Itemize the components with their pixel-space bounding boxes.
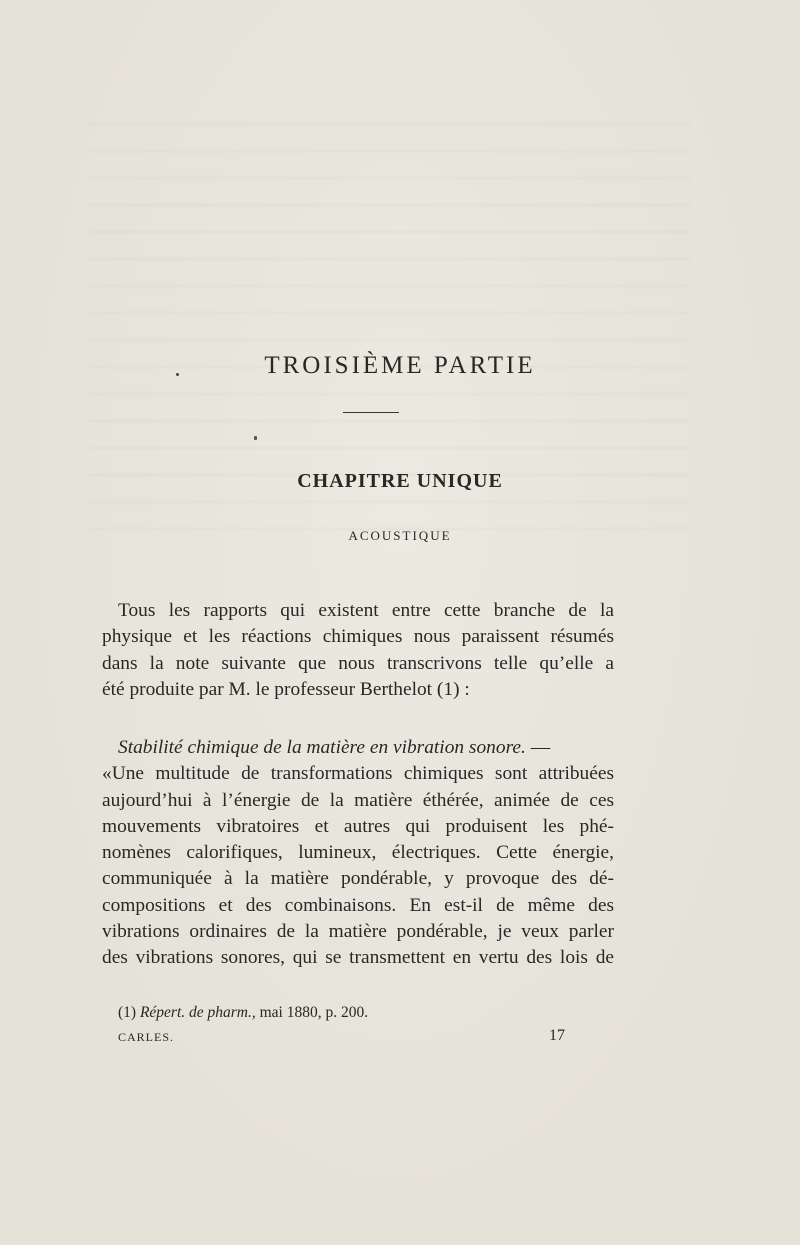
bleed-through-texture <box>90 110 690 530</box>
text-line: compositions et des combinaisons. En est-il de même des <box>102 894 614 916</box>
ink-speck <box>254 436 257 440</box>
text-line: Tous les rapports qui existent entre cette branche de la <box>118 600 614 621</box>
text-line: aujourd’hui à l’énergie de la matière éthérée, animée de ces <box>102 789 614 811</box>
text-line: physique et les réactions chimiques nous paraissent résumés <box>102 626 614 648</box>
footnote-details: mai 1880, p. 200. <box>259 1004 369 1021</box>
text-line: «Une multitude de transformations chimiques sont attribuées <box>102 763 614 785</box>
text-line: été produite par M. le professeur Berthelot (1) : <box>102 678 470 700</box>
text-line: communiquée à la matière pondérable, y provoque des dé- <box>102 868 614 890</box>
section-title: ACOUSTIQUE <box>348 528 452 543</box>
footnote-marker: (1) <box>118 1004 137 1021</box>
chapter-title: CHAPITRE UNIQUE <box>297 470 503 492</box>
text-line: nomènes calorifiques, lumineux, électriques. Cette énergie, <box>102 842 614 864</box>
text-line: des vibrations sonores, qui se transmettent en vertu des lois de <box>102 947 614 969</box>
part-title: TROISIÈME PARTIE <box>264 352 536 379</box>
paragraph-intro <box>102 598 614 703</box>
signature-mark: CARLES. <box>118 1030 175 1044</box>
quote-heading-line <box>102 735 614 761</box>
text-line: vibrations ordinaires de la matière pondérable, je veux parler <box>102 921 614 943</box>
page-number: 17 <box>549 1027 565 1044</box>
quote-heading-dash: — <box>525 737 551 758</box>
footnote-source: Répert. de pharm., <box>139 1004 256 1021</box>
text-line: mouvements vibratoires et autres qui produisent les phé- <box>102 815 614 837</box>
text-line: dans la note suivante que nous transcrivons telle qu’elle a <box>102 652 614 674</box>
separator-rule <box>343 412 399 413</box>
paragraph-quote <box>102 735 614 972</box>
quote-heading: Stabilité chimique de la matière en vibration sonore. <box>118 737 526 758</box>
footnote <box>118 1004 368 1022</box>
